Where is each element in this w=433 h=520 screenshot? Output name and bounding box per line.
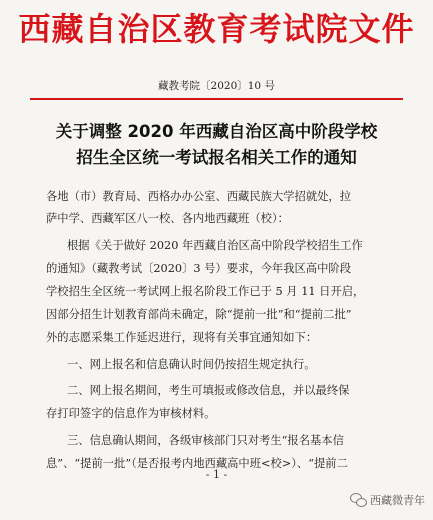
body-line: 存打印签字的信息作为审核材料。 [46, 407, 216, 420]
masthead: 西藏自治区教育考试院文件 [18, 10, 415, 48]
notice-title-line-2: 招生全区统一考试报名相关工作的通知 [76, 148, 357, 167]
notice-title-line-1: 关于调整 2020 年西藏自治区高中阶段学校 [55, 122, 378, 141]
body-line: 根据《关于做好 2020 年西藏自治区高中阶段学校招生工作 [67, 239, 363, 252]
body-line: 各地（市）教育局、西格办办公室、西藏民族大学招就处，拉 [46, 190, 352, 203]
body-line: 萨中学、西藏军区八一校、各内地西藏班（校）： [46, 212, 289, 225]
body-line: 二、网上报名期间，考生可填报或修改信息，并以最终保 [67, 384, 350, 397]
body-line: 一、网上报名和信息确认时间仍按招生规定执行。 [67, 358, 316, 371]
body-line: 三、信息确认期间，各级审核部门只对考生“报名基本信 [67, 434, 344, 447]
body-line: 学校招生全区统一考试网上报名阶段工作已于 5 月 11 日开启， [46, 285, 365, 298]
watermark-label: 西藏微青年 [370, 494, 425, 507]
body-line: 的通知》（藏教考试〔2020〕3 号）要求，今年我区高中阶段 [46, 262, 352, 275]
page-number: - 1 - [205, 468, 228, 481]
body-line: 因部分招生计划教育部尚未确定，除“提前一批”和“提前二批” [46, 308, 352, 321]
body-line: 外的志愿采集工作延迟进行，现将有关事宜通知如下： [46, 331, 318, 344]
watermark [350, 492, 425, 508]
document-number: 藏教考院〔2020〕10 号 [158, 80, 275, 92]
wechat-icon [350, 493, 366, 507]
body-line: 息”、“提前一批”（是否报考内地西藏高中班<校>）、“提前二 [46, 457, 348, 470]
red-divider [30, 98, 403, 100]
